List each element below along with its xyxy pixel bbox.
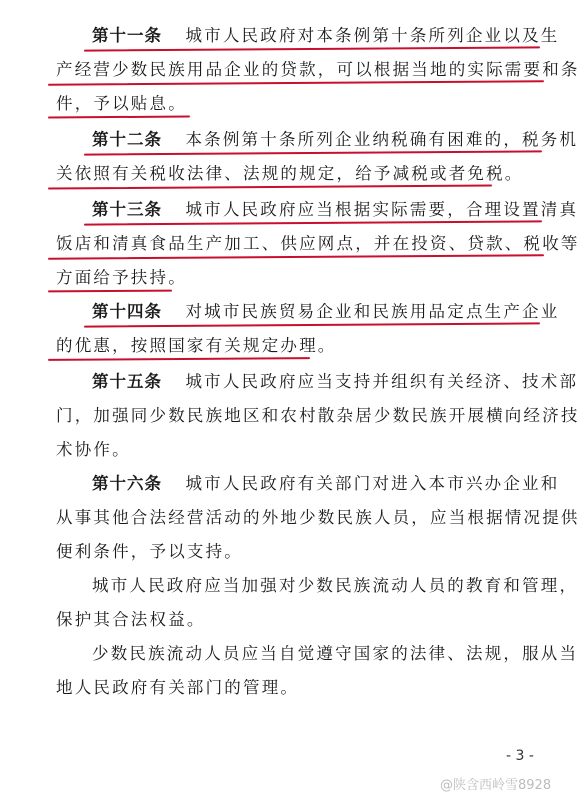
article-line: 件，予以贴息。: [56, 94, 187, 113]
red-underline: [48, 357, 310, 361]
article-line: 的优惠，按照国家有关规定办理。: [56, 336, 337, 355]
article-line: 方面给予扶持。: [56, 268, 187, 287]
article-line: [92, 198, 578, 222]
article-line: 关依照有关税收法律、法规的规定，给予减税或者免税。: [56, 164, 524, 183]
article-number: 第十四条: [92, 302, 162, 321]
article-line: [92, 472, 559, 496]
article-text: 对城市民族贸易企业和民族用品定点生产企业: [185, 302, 560, 321]
article-line: 门，加强同少数民族地区和农村散杂居少数民族开展横向经济技: [56, 406, 580, 425]
article-number: 第十五条: [92, 372, 162, 391]
article-text: 城市人民政府对本条例第十条所列企业以及生: [185, 26, 560, 45]
article-line: [92, 300, 559, 324]
article-line: [92, 370, 578, 394]
article-line: [92, 24, 559, 48]
article-number: 第十二条: [92, 130, 162, 149]
article-line: [92, 128, 578, 152]
watermark: @陕含西岭雪8928: [440, 778, 552, 793]
article-number: 第十三条: [92, 200, 162, 219]
article-text: 城市人民政府应当支持并组织有关经济、技术部: [185, 372, 579, 391]
page-number: - 3 -: [506, 748, 534, 764]
red-underline: [48, 116, 190, 119]
paragraph-line: 保护其合法权益。: [56, 610, 206, 629]
article-text: 城市人民政府有关部门对进入本市兴办企业和: [185, 474, 560, 493]
article-number: 第十六条: [92, 474, 162, 493]
article-text: 本条例第十条所列企业纳税确有困难的，税务机: [185, 130, 579, 149]
article-line: 饭店和清真食品生产加工、供应网点，并在投资、贷款、税收等: [56, 234, 580, 253]
paragraph-line: 少数民族流动人员应当自觉遵守国家的法律、法规，服从当: [92, 644, 579, 663]
article-line: 产经营少数民族用品企业的贷款，可以根据当地的实际需要和条: [56, 60, 580, 79]
article-number: 第十一条: [92, 26, 162, 45]
red-underline: [48, 290, 172, 293]
paragraph-line: 地人民政府有关部门的管理。: [56, 678, 300, 697]
article-text: 城市人民政府应当根据实际需要，合理设置清真: [185, 200, 579, 219]
article-line: 便利条件，予以支持。: [56, 542, 243, 561]
paragraph-line: 城市人民政府应当加强对少数民族流动人员的教育和管理，: [92, 576, 579, 595]
article-line: 术协作。: [56, 440, 131, 459]
article-line: 从事其他合法经营活动的外地少数民族人员，应当根据情况提供: [56, 508, 580, 527]
